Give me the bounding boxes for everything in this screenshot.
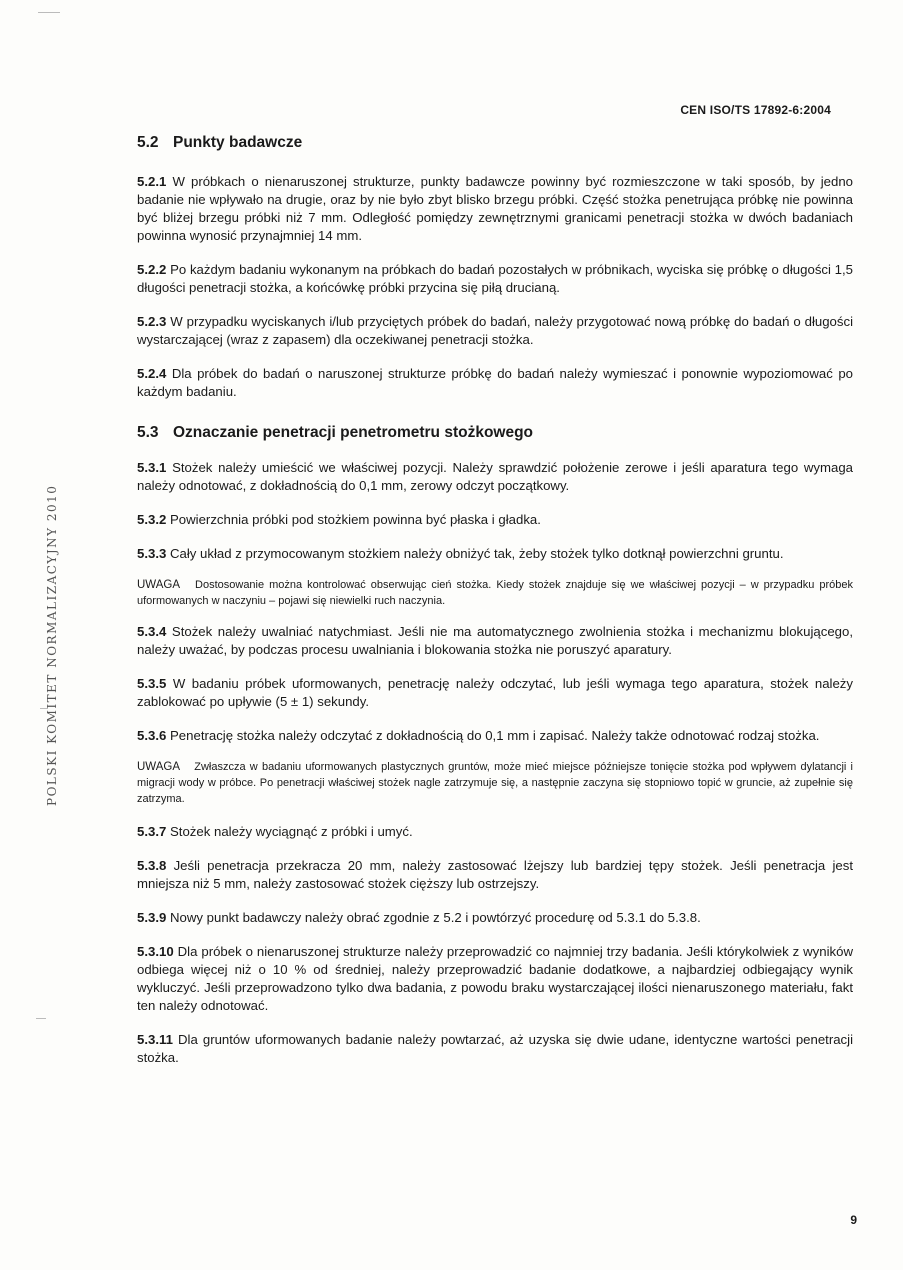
note-2: UWAGA Zwłaszcza w badaniu uformowanych plastycznych gruntów, może mieć miejsce późniejsze tonięcie stożka pod wpływem dylatancji i migracji wody w próbce. Po penetracji właściwej stożek nagle zatrzymuje się, a następnie zaczyna się stopniowo topić w gruncie, aż zupełnie się zatrzyma. xyxy=(137,761,853,805)
document-id-header: CEN ISO/TS 17892-6:2004 xyxy=(680,103,831,117)
paragraph-5-3-2: 5.3.2 Powierzchnia próbki pod stożkiem powinna być płaska i gładka. xyxy=(137,512,541,527)
paragraph-5-3-7: 5.3.7 Stożek należy wyciągnąć z próbki i umyć. xyxy=(137,824,413,839)
paragraph-5-2-3: 5.2.3 W przypadku wyciskanych i/lub przyciętych próbek do badań, należy przygotować nową próbkę do badań o długości wystarczającej (wraz z zapasem) dla oczekiwanej penetracji stożka. xyxy=(137,314,853,347)
section-5-3-heading: 5.3 Oznaczanie penetracji penetrometru stożkowego xyxy=(137,424,534,441)
paragraph-5-3-10: 5.3.10 Dla próbek o nienaruszonej strukturze należy przeprowadzić co najmniej trzy badania. Jeśli którykolwiek z wyników odbiega więcej niż o 10 % od średniej, należy przeprowadzić badanie dodatkowe, a najbardziej odbiegający wynik wykluczyć. Jeśli przeprowadzono tylko dwa badania, z powodu braku wystarczającej ilości nienaruszonego materiału, fakt ten należy odnotować. xyxy=(137,944,853,1013)
paragraph-5-3-9: 5.3.9 Nowy punkt badawczy należy obrać zgodnie z 5.2 i powtórzyć procedurę od 5.3.1 do 5.3.8. xyxy=(137,910,701,925)
paragraph-5-3-5: 5.3.5 W badaniu próbek uformowanych, penetrację należy odczytać, lub jeśli wymaga tego aparatura, stożek należy zablokować po upływie (5 ± 1) sekundy. xyxy=(137,676,853,709)
note-1: UWAGA Dostosowanie można kontrolować obserwując cień stożka. Kiedy stożek znajduje się we właściwej pozycji – w przypadku próbek uformowanych w naczyniu – pojawi się niewielki ruch naczynia. xyxy=(137,579,853,607)
section-5-2-heading: 5.2 Punkty badawcze xyxy=(137,134,303,151)
paragraph-5-2-4: 5.2.4 Dla próbek do badań o naruszonej strukturze próbkę do badań należy wymieszać i ponownie wypoziomować po każdym badaniu. xyxy=(137,366,853,399)
page-number: 9 xyxy=(850,1213,857,1227)
paragraph-5-3-6: 5.3.6 Penetrację stożka należy odczytać z dokładnością do 0,1 mm i zapisać. Należy także odnotować rodzaj stożka. xyxy=(137,728,820,743)
page-content xyxy=(137,133,853,1067)
paragraph-5-3-8: 5.3.8 Jeśli penetracja przekracza 20 mm, należy zastosować lżejszy lub bardziej tępy stożek. Jeśli penetracja jest mniejsza niż 5 mm, należy zastosować stożek cięższy lub ostrzejszy. xyxy=(137,858,853,891)
paragraph-5-3-11: 5.3.11 Dla gruntów uformowanych badanie należy powtarzać, aż uzyska się dwie udane, identyczne wartości penetracji stożka. xyxy=(137,1032,854,1065)
paragraph-5-2-1: 5.2.1 W próbkach o nienaruszonej strukturze, punkty badawcze powinny być rozmieszczone w taki sposób, by jedno badanie nie wpływało na drugie, oraz by nie było zbyt blisko brzegu próbki. Część stożka penetrująca próbkę nie powinna być bliżej brzegu próbki niż 7 mm. Odległość pomiędzy zewnętrznymi granicami penetracji stożka w dwóch badaniach powinna wynosić przynajmniej 14 mm. xyxy=(137,174,853,243)
paragraph-5-3-4: 5.3.4 Stożek należy uwalniać natychmiast. Jeśli nie ma automatycznego zwolnienia stożka i mechanizmu blokującego, należy uważać, by podczas procesu uwalniania i blokowania stożka nie poruszyć aparatury. xyxy=(137,624,853,657)
paragraph-5-2-2: 5.2.2 Po każdym badaniu wykonanym na próbkach do badań pozostałych w próbnikach, wyciska się próbkę o długości 1,5 długości penetracji stożka, a końcówkę próbki przycina się piłą drucianą. xyxy=(137,262,854,295)
paragraph-5-3-3: 5.3.3 Cały układ z przymocowanym stożkiem należy obniżyć tak, żeby stożek tylko dotknął powierzchni gruntu. xyxy=(137,546,784,561)
committee-stamp: POLSKI KOMITET NORMALIZACYJNY 2010 xyxy=(45,484,59,806)
paragraph-5-3-1: 5.3.1 Stożek należy umieścić we właściwej pozycji. Należy sprawdzić położenie zerowe i jeśli aparatura tego wymaga należy odnotować, z dokładnością do 0,1 mm, zerowy odczyt początkowy. xyxy=(137,460,853,493)
